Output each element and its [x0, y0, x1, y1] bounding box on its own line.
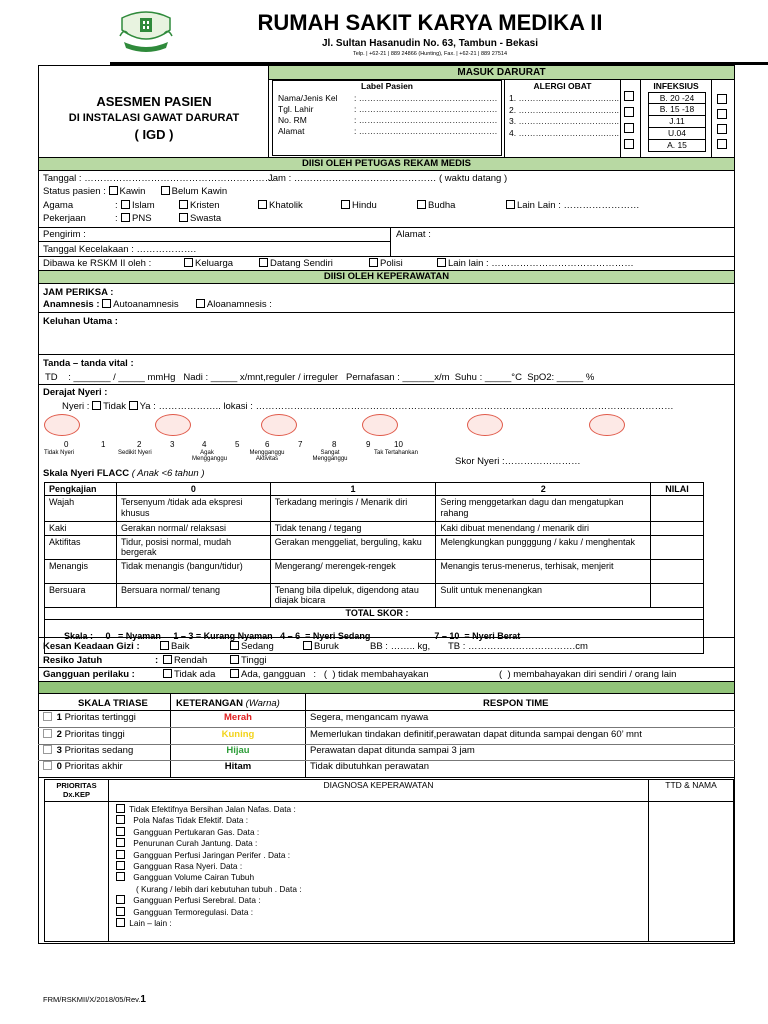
triase-checkbox[interactable]: [43, 729, 52, 738]
diagnosa-header-ttd: TTD & NAMA: [649, 780, 734, 802]
keluhan-utama-label[interactable]: Keluhan Utama :: [43, 316, 118, 327]
bb-field[interactable]: BB : …….. kg,: [370, 641, 431, 652]
pengirim-field[interactable]: Pengirim :: [43, 229, 86, 240]
diagnosa-item: [116, 850, 302, 861]
gangguan-ada-label: Ada, gangguan : ( ) tidak membahayakan: [241, 669, 429, 680]
hospital-address: Jl. Sultan Hasanudin No. 63, Tambun - Bekasi: [322, 38, 538, 49]
triase-header-keterangan: KETERANGAN: [176, 698, 244, 709]
hospital-name: RUMAH SAKIT KARYA MEDIKA II: [257, 10, 603, 35]
tanggal-field[interactable]: Tanggal : ……………………………………………………: [43, 173, 275, 184]
masuk-darurat-heading: MASUK DARURAT: [269, 66, 734, 79]
scale-9: 9: [366, 440, 371, 449]
agama-lain-checkbox[interactable]: [506, 200, 515, 209]
agama-label: Agama: [43, 200, 74, 211]
diagnosa-item-label: Gangguan Volume Cairan Tubuh: [133, 872, 255, 883]
triase-respon-time: Memerlukan tindakan definitif,perawatan dapat ditunda sampai dengan 60’ mnt: [310, 729, 642, 740]
infeksius-item-5: A. 15: [648, 140, 706, 152]
gizi-buruk-label: Buruk: [314, 641, 339, 652]
face-label-0: Tidak Nyeri: [44, 450, 75, 456]
flacc-header-nilai: NILAI: [651, 483, 704, 496]
infeksius-item-2: B. 15 -18: [648, 104, 706, 116]
nyeri-ya-checkbox[interactable]: [129, 401, 138, 410]
triase-respon-time: Tidak dibutuhkan perawatan: [310, 761, 430, 772]
alergi-item-1: 1. ………………………….…..: [509, 93, 620, 103]
dibawa-lain-label: Lain lain : ………………………………………: [448, 258, 634, 269]
dibawa-lain-checkbox[interactable]: [437, 258, 446, 267]
gizi-sedang-label: Sedang: [241, 641, 274, 652]
face-label-4: Sangat Mengganggu: [312, 450, 348, 462]
triase-row-0: [43, 712, 136, 723]
alergi-title: ALERGI OBAT: [533, 81, 592, 91]
triase-header-skala: SKALA TRIASE: [78, 698, 148, 709]
triase-priority-label: Prioritas sedang: [64, 745, 134, 756]
gizi-label: Kesan Keadaan Gizi :: [43, 641, 140, 652]
pekerjaan-label: Pekerjaan: [43, 213, 86, 224]
diagnosa-item-label: ( Kurang / lebih dari kebutuhan tubuh . Data :: [135, 883, 302, 894]
pekerjaan-pns-checkbox[interactable]: [121, 213, 130, 222]
hospital-logo: [118, 8, 174, 54]
diagnosa-checkbox[interactable]: [116, 907, 125, 916]
diagnosa-header-prioritas: PRIORITAS: [56, 781, 97, 790]
jam-field[interactable]: Jam : ……………………………………… ( waktu datang ): [268, 173, 508, 184]
diagnosa-checkbox[interactable]: [116, 850, 125, 859]
status-belum-kawin-label: Belum Kawin: [171, 186, 228, 197]
pekerjaan-pns-label: PNS: [132, 213, 152, 224]
scale-0: 0: [64, 440, 69, 449]
diagnosa-item: [116, 861, 302, 872]
flacc-total-skor: TOTAL SKOR :: [345, 607, 409, 618]
triase-checkbox[interactable]: [43, 712, 52, 721]
keperawatan-heading: DIISI OLEH KEPERAWATAN: [39, 271, 734, 283]
diagnosa-item: [116, 907, 302, 918]
scale-3: 3: [170, 440, 175, 449]
flacc-nilai-cell[interactable]: [651, 559, 704, 583]
alergi-item-4: 4. ………………………….…..: [509, 127, 620, 138]
face-no-pain-icon: [44, 414, 80, 436]
flacc-cell: Kaki dibuat menendang / menarik diri: [436, 522, 651, 535]
pekerjaan-swasta-label: Swasta: [190, 213, 222, 224]
triase-respon-time: Segera, mengancam nyawa: [310, 712, 429, 723]
resiko-rendah-checkbox[interactable]: [163, 655, 172, 664]
face-severe-pain-icon: [467, 414, 503, 436]
ttv-line[interactable]: TD : _______ / _____ mmHg Nadi : _____ x/mnt,reguler / irreguler Pernafasan : ______x/m Suhu : _____°C SpO2: _____ %: [45, 372, 595, 383]
flacc-cell: Bersuara: [45, 583, 117, 607]
flacc-row-aktifitas: [45, 535, 704, 559]
pain-faces-row: [44, 414, 444, 440]
flacc-nilai-cell[interactable]: [651, 496, 704, 522]
triase-number: 1: [56, 712, 62, 723]
infeksius-item-3: J.11: [648, 116, 706, 128]
agama-islam-label: Islam: [132, 200, 155, 211]
flacc-title: Skala Nyeri FLACC: [43, 468, 130, 479]
diagnosa-checkbox[interactable]: [116, 872, 125, 881]
agama-lain-label: Lain Lain : ……………………: [517, 200, 640, 211]
triase-header-respon: RESPON TIME: [483, 698, 549, 709]
dibawa-label: Dibawa ke RSKM II oleh :: [43, 258, 152, 269]
dibawa-keluarga-label: Keluarga: [195, 258, 234, 269]
status-kawin-checkbox[interactable]: [109, 186, 118, 195]
infeksius-title: INFEKSIUS: [653, 81, 699, 91]
diagnosa-checkbox[interactable]: [116, 815, 125, 824]
autoanamnesis-label: Autoanamnesis: [113, 299, 179, 310]
aloanamnesis-checkbox[interactable]: [196, 299, 205, 308]
triase-row-3: [43, 761, 123, 772]
triase-priority-label: Prioritas akhir: [64, 761, 123, 772]
flacc-row-menangis: [45, 559, 704, 583]
flacc-nilai-cell[interactable]: [651, 583, 704, 607]
diagnosa-item: [116, 827, 302, 838]
dibawa-polisi-label: Polisi: [380, 258, 403, 269]
face-label-5: Tak Tertahankan: [374, 450, 418, 456]
diagnosa-checkbox[interactable]: [116, 861, 125, 870]
agama-khatolik-label: Khatolik: [269, 200, 303, 211]
diagnosa-prioritas-cell[interactable]: [45, 802, 109, 942]
diagnosa-table: [44, 779, 734, 942]
flacc-cell: Sering menggetarkan dagu dan mengatupkan rahang: [436, 496, 651, 522]
diagnosa-item-label: Gangguan Perfusi Jaringan Perifer . Data :: [133, 849, 291, 860]
diagnosa-item: [116, 872, 302, 883]
triase-respon-time: Perawatan dapat ditunda sampai 3 jam: [310, 745, 475, 756]
scale-7: 7: [298, 440, 303, 449]
tanggal-kecelakaan-field[interactable]: Tanggal Kecelakaan : ……………….: [43, 244, 197, 255]
triase-checkbox[interactable]: [43, 761, 52, 770]
status-kawin-label: Kawin: [119, 186, 146, 197]
form-title: [40, 94, 268, 142]
agama-kristen-checkbox[interactable]: [179, 200, 188, 209]
diagnosa-item: [116, 895, 302, 906]
section-green-bar: [39, 682, 734, 693]
gizi-baik-checkbox[interactable]: [160, 641, 169, 650]
diagnosa-item: [116, 884, 302, 895]
alergi-item-3: 3. ………………………….…..: [509, 116, 620, 126]
triase-color-hitam: Hitam: [224, 761, 252, 772]
field-alamat: Alamat : ………………………………………….: [278, 126, 498, 136]
agama-khatolik-checkbox[interactable]: [258, 200, 267, 209]
scale-4: 4: [202, 440, 207, 449]
triase-color-kuning: Kuning: [221, 729, 255, 740]
alergi-item-2: 2. ………………………….…..: [509, 104, 620, 115]
flacc-header-2: 2: [436, 483, 651, 496]
flacc-cell: Tidak menangis (bangun/tidur): [116, 559, 270, 583]
infeksius-item-1: B. 20 -24: [648, 92, 706, 104]
status-pasien-label: Status pasien :: [43, 186, 106, 197]
nyeri-label: Nyeri :: [62, 401, 90, 412]
resiko-jatuh-label: Resiko Jatuh: [43, 655, 103, 666]
field-nama: Nama/Jenis Kel : ………………………………………….: [278, 93, 498, 103]
jam-periksa-label: JAM PERIKSA :: [43, 287, 114, 298]
flacc-cell: Kaki: [45, 522, 117, 535]
gangguan-tidak-ada-checkbox[interactable]: [163, 669, 172, 678]
agama-budha-label: Budha: [428, 200, 456, 211]
dibawa-sendiri-label: Datang Sendiri: [270, 258, 333, 269]
flacc-cell: Tidak tenang / tegang: [270, 522, 436, 535]
gangguan-perilaku-label: Gangguan perilaku :: [43, 669, 135, 680]
flacc-cell: Tidur, posisi normal, mudah bergerak: [116, 535, 270, 559]
field-tgl-lahir: Tgl. Lahir : ………………………………………….: [278, 104, 498, 114]
gizi-baik-label: Baik: [171, 641, 190, 652]
diagnosa-checkbox[interactable]: [116, 827, 125, 836]
diagnosa-item-label: Gangguan Pertukaran Gas. Data :: [133, 826, 260, 837]
hospital-phone: Telp. | +62-21 | 889 24866 (Hunting), Fax. | +62-21 | 889 27514: [352, 51, 507, 57]
form-revision: 1: [140, 994, 146, 1005]
status-belum-kawin-checkbox[interactable]: [161, 186, 170, 195]
label-pasien-title: Label Pasien: [361, 81, 413, 91]
gizi-sedang-checkbox[interactable]: [230, 641, 239, 650]
rekam-medis-heading: DIISI OLEH PETUGAS REKAM MEDIS: [39, 158, 734, 170]
nyeri-tidak-checkbox[interactable]: [92, 401, 101, 410]
triase-number: 2: [56, 729, 62, 740]
infeksius-checkbox-1[interactable]: [717, 94, 727, 104]
dibawa-keluarga-checkbox[interactable]: [184, 258, 193, 267]
infeksius-checkbox-4[interactable]: [717, 139, 727, 149]
triase-number: 3: [56, 745, 62, 756]
dibawa-sendiri-checkbox[interactable]: [259, 258, 268, 267]
nyeri-ya-label: Ya : ……………….. lokasi : ……………………………………………………………………………………………………………………: [139, 401, 674, 412]
infeksius-item-4: U.04: [648, 128, 706, 140]
flacc-table: [44, 482, 704, 654]
alergi-checkbox-1[interactable]: [624, 91, 634, 101]
diagnosa-item: [116, 838, 302, 849]
diagnosa-header-diagnosa: DIAGNOSA KEPERAWATAN: [108, 780, 648, 802]
diagnosa-checkbox[interactable]: [116, 918, 125, 927]
triase-row-1: [43, 729, 125, 740]
triase-color-merah: Merah: [224, 712, 252, 723]
scale-1: 1: [101, 440, 106, 449]
resiko-tinggi-label: Tinggi: [241, 655, 267, 666]
face-unbearable-pain-icon: [589, 414, 625, 436]
ttv-title: Tanda – tanda vital :: [43, 358, 134, 369]
flacc-cell: Aktifitas: [45, 535, 117, 559]
derajat-nyeri-label: Derajat Nyeri :: [43, 387, 108, 398]
alergi-checkbox-4[interactable]: [624, 139, 634, 149]
flacc-cell: Menangis terus-menerus, terhisak, menjerit: [436, 559, 651, 583]
diagnosa-ttd-cell[interactable]: [649, 802, 734, 942]
flacc-header-1: 1: [270, 483, 436, 496]
triase-priority-label: Prioritas tinggi: [64, 729, 125, 740]
diagnosa-header-dxkep: Dx.KEP: [62, 790, 91, 799]
diagnosa-item-label: Penurunan Curah Jantung. Data :: [133, 838, 258, 849]
diagnosa-checkbox[interactable]: [116, 895, 125, 904]
face-slight-pain-icon: [155, 414, 191, 436]
gizi-buruk-checkbox[interactable]: [303, 641, 312, 650]
pekerjaan-swasta-checkbox[interactable]: [179, 213, 188, 222]
flacc-row-kaki: [45, 522, 704, 535]
diagnosa-item: [116, 918, 302, 929]
triase-priority-label: Prioritas tertinggi: [64, 712, 136, 723]
alergi-checkbox-2[interactable]: [624, 107, 634, 117]
flacc-nilai-cell[interactable]: [651, 522, 704, 535]
face-disturbing-pain-icon: [362, 414, 398, 436]
anamnesis-label: Anamnesis :: [43, 299, 100, 310]
flacc-header-0: 0: [116, 483, 270, 496]
flacc-cell: Tenang bila dipeluk, digendong atau diajak bicara: [270, 583, 436, 607]
flacc-cell: Menangis: [45, 559, 117, 583]
triase-checkbox[interactable]: [43, 745, 52, 754]
triase-row-2: [43, 745, 133, 756]
scale-5: 5: [235, 440, 240, 449]
scale-6: 6: [265, 440, 270, 449]
scale-8: 8: [332, 440, 337, 449]
alamat-field[interactable]: Alamat :: [396, 229, 431, 240]
gangguan-membahayakan[interactable]: ( ) membahayakan diri sendiri / orang lain: [499, 669, 677, 680]
flacc-cell: Sulit untuk menenangkan: [436, 583, 651, 607]
triase-header-warna: (Warna): [245, 698, 280, 709]
diagnosa-item: [116, 804, 302, 815]
agama-budha-checkbox[interactable]: [417, 200, 426, 209]
diagnosa-item: [116, 815, 302, 826]
agama-kristen-label: Kristen: [190, 200, 220, 211]
scale-2: 2: [137, 440, 142, 449]
diagnosa-item-label: Pola Nafas Tidak Efektif. Data :: [133, 815, 249, 826]
skor-nyeri-field[interactable]: Skor Nyeri :……………………: [455, 456, 581, 467]
flacc-nilai-cell[interactable]: [651, 535, 704, 559]
flacc-row-bersuara: [45, 583, 704, 607]
flacc-cell: Wajah: [45, 496, 117, 522]
diagnosa-item-label: Gangguan Perfusi Serebral. Data :: [133, 895, 261, 906]
form-title-line3: ( IGD ): [134, 127, 174, 142]
face-label-1: Sedikit Nyeri: [118, 450, 152, 456]
dibawa-polisi-checkbox[interactable]: [369, 258, 378, 267]
scale-10: 10: [394, 440, 403, 449]
aloanamnesis-label: Aloanamnesis :: [206, 299, 272, 310]
diagnosa-item-label: Tidak Efektifnya Bersihan Jalan Nafas. Data :: [129, 804, 296, 814]
flacc-cell: Gerakan menggeliat, berguling, kaku: [270, 535, 436, 559]
alergi-checkbox-3[interactable]: [624, 123, 634, 133]
flacc-cell: Gerakan normal/ relaksasi: [116, 522, 270, 535]
gangguan-ada-checkbox[interactable]: [230, 669, 239, 678]
diagnosa-checkbox[interactable]: [116, 838, 125, 847]
resiko-rendah-label: Rendah: [174, 655, 208, 666]
agama-hindu-checkbox[interactable]: [341, 200, 350, 209]
diagnosa-item-label: Lain – lain :: [129, 918, 172, 929]
flacc-row-wajah: [45, 496, 704, 522]
flacc-cell: Terkadang meringis / Menarik diri: [270, 496, 436, 522]
diagnosa-item-label: Gangguan Termoregulasi. Data :: [133, 906, 254, 917]
agama-islam-checkbox[interactable]: [121, 200, 130, 209]
nyeri-tidak-label: Tidak: [103, 401, 126, 412]
infeksius-checkbox-3[interactable]: [717, 124, 727, 134]
diagnosa-checkbox[interactable]: [116, 804, 125, 813]
face-label-3: Mengganggu Aktivitas: [249, 450, 285, 462]
form-code: FRM/RSKMII/X/2018/05/Rev.: [43, 995, 141, 1004]
autoanamnesis-checkbox[interactable]: [102, 299, 111, 308]
agama-hindu-label: Hindu: [352, 200, 377, 211]
form-title-line2: DI INSTALASI GAWAT DARURAT: [68, 112, 240, 124]
flacc-cell: Mengerang/ merengek-rengek: [270, 559, 436, 583]
triase-color-hijau: Hijau: [226, 745, 250, 756]
face-label-2: Agak Mengganggu: [192, 450, 228, 462]
triase-number: 0: [56, 761, 62, 772]
flacc-cell: Tersenyum /tidak ada ekspresi khusus: [116, 496, 270, 522]
flacc-cell: Bersuara normal/ tenang: [116, 583, 270, 607]
flacc-subtitle: ( Anak <6 tahun ): [131, 468, 205, 479]
tb-field[interactable]: TB : …………………………….cm: [448, 641, 588, 652]
flacc-header-pengkajian: Pengkajian: [45, 483, 117, 496]
field-no-rm: No. RM : ………………………………………….: [278, 115, 498, 125]
diagnosa-items-cell: [108, 802, 648, 942]
flacc-cell: Melengkungkan pungggung / kaku / menghentak: [436, 535, 651, 559]
gangguan-tidak-ada-label: Tidak ada: [174, 669, 216, 680]
infeksius-checkbox-2[interactable]: [717, 109, 727, 119]
form-title-line1: ASESMEN PASIEN: [96, 94, 212, 109]
face-moderate-pain-icon: [261, 414, 297, 436]
diagnosa-item-label: Gangguan Rasa Nyeri. Data :: [133, 861, 243, 872]
resiko-tinggi-checkbox[interactable]: [230, 655, 239, 664]
